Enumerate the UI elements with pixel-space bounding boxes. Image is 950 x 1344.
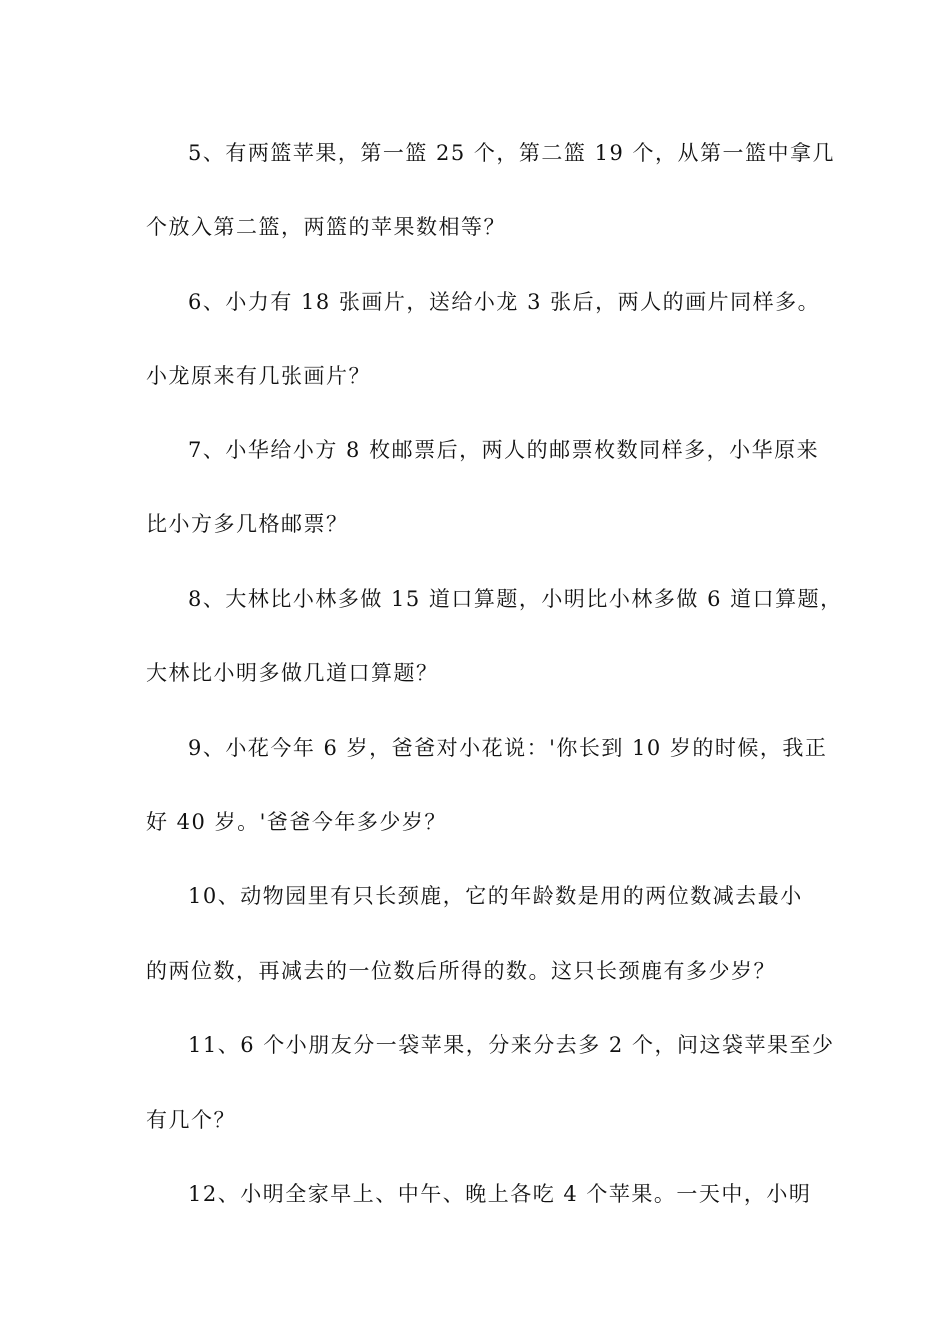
problem-9-line-1: 9、小花今年 6 岁，爸爸对小花说：'你长到 10 岁的时候，我正 (188, 736, 828, 760)
problem-10-line-1: 10、动物园里有只长颈鹿，它的年龄数是用的两位数减去最小 (188, 884, 803, 908)
problem-9-line-2: 好 40 岁。'爸爸今年多少岁？ (146, 810, 447, 834)
problem-7-line-1: 7、小华给小方 8 枚邮票后，两人的邮票枚数同样多，小华原来 (188, 438, 820, 462)
problem-6-line-2: 小龙原来有几张画片？ (146, 364, 371, 388)
problem-12-line-1: 12、小明全家早上、中午、晚上各吃 4 个苹果。一天中，小明 (188, 1182, 812, 1206)
problem-6-line-1: 6、小力有 18 张画片，送给小龙 3 张后，两人的画片同样多。 (188, 290, 821, 314)
problem-11-line-1: 11、6 个小朋友分一袋苹果，分来分去多 2 个，问这袋苹果至少 (188, 1033, 835, 1057)
problem-7-line-2: 比小方多几格邮票？ (146, 512, 349, 536)
problem-5-line-1: 5、有两篮苹果，第一篮 25 个，第二篮 19 个，从第一篮中拿几 (188, 141, 836, 165)
problem-8-line-2: 大林比小明多做几道口算题？ (146, 661, 439, 685)
problem-11-line-2: 有几个？ (146, 1108, 236, 1132)
problem-5-line-2: 个放入第二篮，两篮的苹果数相等？ (146, 215, 506, 239)
problem-8-line-1: 8、大林比小林多做 15 道口算题，小明比小林多做 6 道口算题， (188, 587, 843, 611)
problem-10-line-2: 的两位数，再减去的一位数后所得的数。这只长颈鹿有多少岁？ (146, 959, 776, 983)
